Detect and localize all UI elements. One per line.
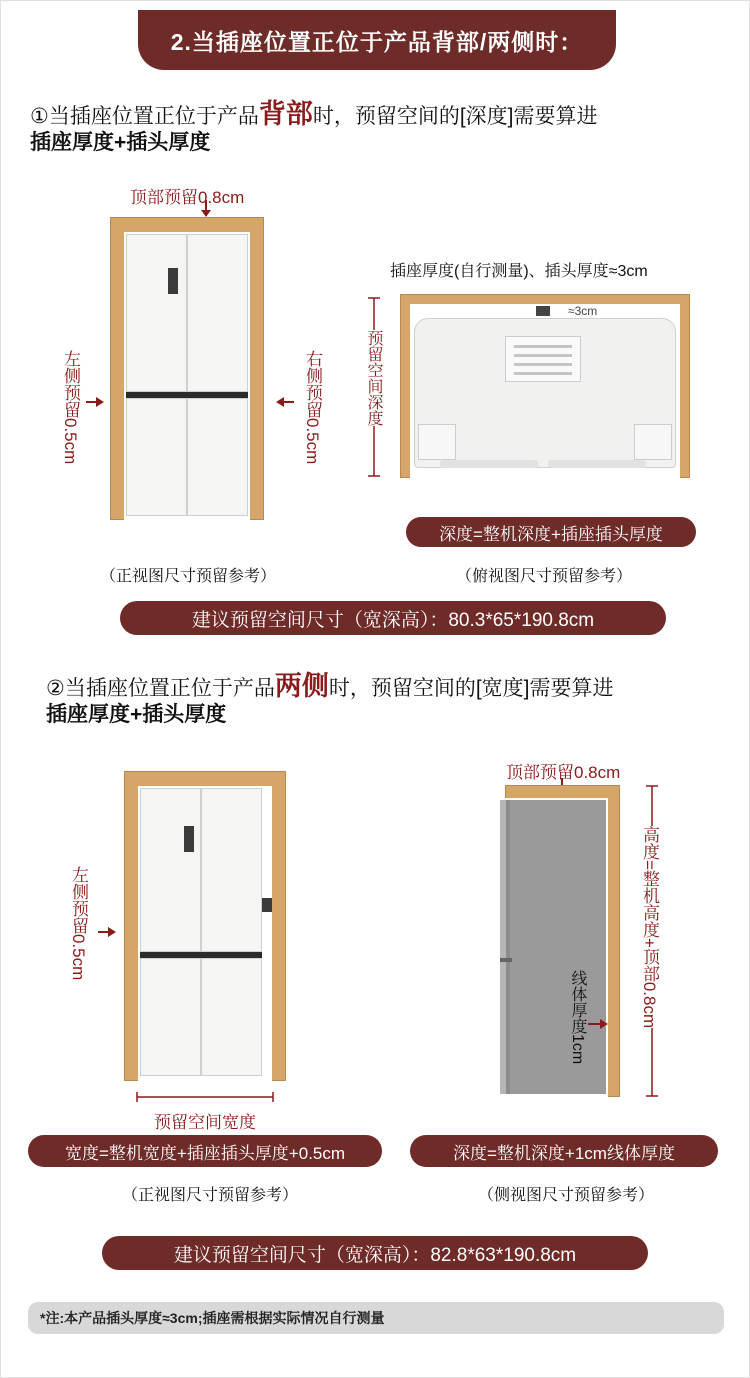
top-vent	[505, 336, 581, 382]
plug-mark: ≈3cm	[568, 304, 598, 318]
left-arrow-icon	[86, 396, 106, 408]
width-dimension-line	[136, 1090, 274, 1104]
fridge2-door-bottom-left	[140, 958, 201, 1076]
right-arrow-icon	[274, 396, 294, 408]
fridge2-door-top-right	[201, 788, 262, 952]
left-reserve-label-2: 左侧预留0.5cm	[69, 866, 88, 981]
fridge2-door-bottom-right	[201, 958, 262, 1076]
control-panel-2	[184, 826, 194, 852]
socket-thickness-label: 插座厚度(自行测量)、插头厚度≈3cm	[390, 263, 648, 280]
section1-intro-a: ①当插座位置正位于产品	[30, 105, 259, 128]
section2-intro-b: 时，预留空间的[宽度]需要算进	[328, 677, 614, 700]
depth-formula: 深度=整机深度+插座插头厚度	[406, 517, 696, 547]
left-reserve-label: 左侧预留0.5cm	[61, 350, 80, 465]
fridge-door-bottom-right	[187, 398, 248, 516]
fridge-door-top-left	[126, 234, 187, 392]
door-edge-left	[440, 460, 538, 468]
caption-front-view-2: （正视图尺寸预留参考）	[122, 1187, 299, 1204]
section1-intro-line2: 插座厚度+插头厚度	[30, 131, 211, 154]
side-door-gap	[500, 958, 512, 962]
wire-arrow-icon	[588, 1018, 610, 1030]
top-arrow-icon	[200, 200, 212, 218]
fridge2-door-top-left	[140, 788, 201, 952]
caption-top-view: （俯视图尺寸预留参考）	[456, 568, 633, 585]
section2-intro-a: ②当插座位置正位于产品	[46, 677, 275, 700]
side-socket	[262, 898, 272, 912]
top-reserve-label-2: 顶部预留0.8cm	[506, 763, 621, 782]
width-formula: 宽度=整机宽度+插座插头厚度+0.5cm	[28, 1135, 382, 1167]
caption-side-view: （侧视图尺寸预留参考）	[478, 1187, 655, 1204]
foot-right	[634, 424, 672, 460]
fridge-door-top-right	[187, 234, 248, 392]
footnote: *注:本产品插头厚度≈3cm;插座需根据实际情况自行测量	[28, 1302, 724, 1334]
depth-space-label: 预留空间深度	[362, 330, 385, 426]
section1-intro-b: 时，预留空间的[深度]需要算进	[312, 105, 598, 128]
section1-emphasis: 背部	[258, 99, 313, 129]
door-edge-right	[548, 460, 646, 468]
suggest-size-2: 建议预留空间尺寸（宽深高）：82.8*63*190.8cm	[102, 1236, 648, 1270]
caption-front-view: （正视图尺寸预留参考）	[100, 568, 277, 585]
left-arrow-icon-2	[98, 926, 118, 938]
socket-plug	[536, 306, 550, 316]
section-header: 2.当插座位置正位于产品背部/两侧时：	[138, 10, 616, 70]
section2-intro-line2: 插座厚度+插头厚度	[46, 703, 227, 726]
foot-left	[418, 424, 456, 460]
section2-emphasis: 两侧	[274, 671, 329, 701]
width-space-label: 预留空间宽度	[154, 1113, 256, 1132]
suggest-size-1: 建议预留空间尺寸（宽深高）：80.3*65*190.8cm	[120, 601, 666, 635]
top-reserve-label: 顶部预留0.8cm	[130, 188, 245, 207]
height-label: 高度=整机高度+顶部0.8cm	[637, 826, 662, 1028]
fridge-door-bottom-left	[126, 398, 187, 516]
right-reserve-label: 右侧预留0.5cm	[303, 350, 322, 465]
depth-formula-2: 深度=整机深度+1cm线体厚度	[410, 1135, 718, 1167]
control-panel	[168, 268, 178, 294]
fridge-side-panel	[510, 800, 606, 1094]
wire-thickness-label: 线体厚度1cm	[569, 970, 586, 1065]
